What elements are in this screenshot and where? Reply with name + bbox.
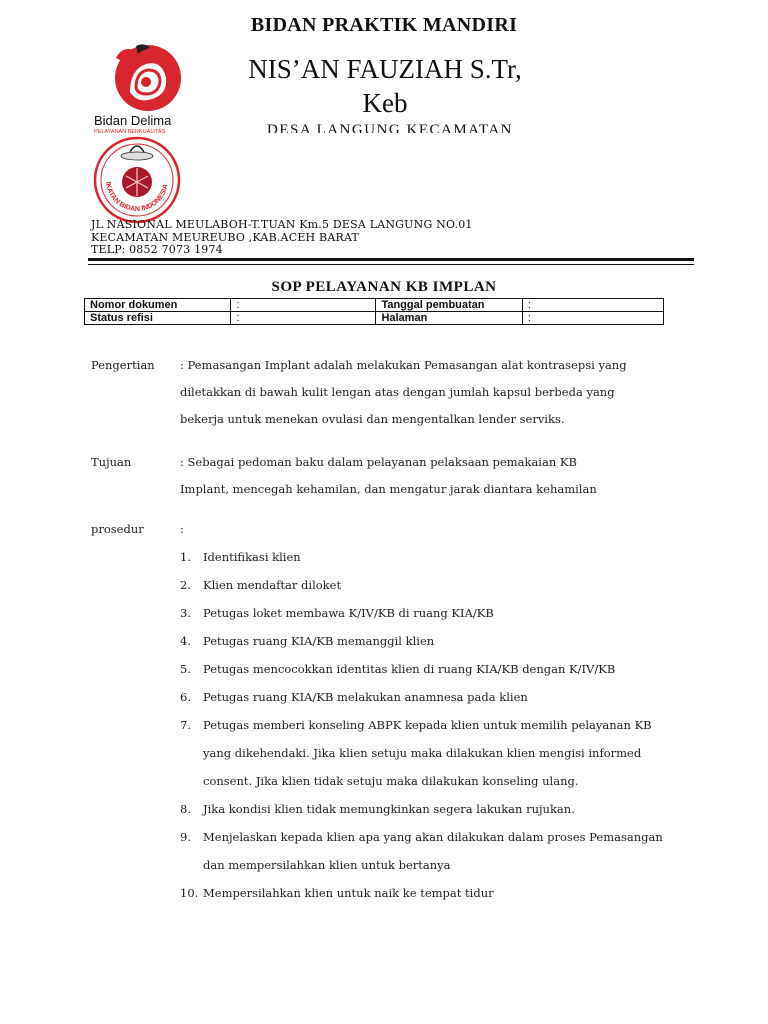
list-item [180,599,680,627]
step-text: consent. Jika klien tidak setuju maka dilakukan konseling ulang. [203,774,579,788]
tujuan-line: : Sebagai pedoman baku dalam pelayanan pelaksaan pemakaian KB [180,455,577,469]
step-number: 4. [180,634,191,648]
step-text: yang dikehendaki. Jika klien setuju maka dilakukan klien mengisi informed [203,746,642,760]
prosedur-colon: : [180,522,184,536]
list-item [180,711,680,739]
address-line-3: TELP: 0852 7073 1974 [91,243,223,256]
prosedur-label: prosedur [91,522,144,536]
list-item [180,627,680,655]
owner-name-line2: Keb [362,88,408,118]
document-meta-table [84,298,664,325]
pengertian-line: : Pemasangan Implant adalah melakukan Pemasangan alat kontrasepsi yang [180,358,627,372]
meta-value: : [231,312,376,325]
step-text: Mempersilahkan klien untuk naik ke tempat tidur [203,886,494,900]
meta-value: : [522,312,663,325]
pengertian-label: Pengertian [91,358,155,372]
step-number [180,739,203,767]
table-row [85,299,664,312]
clinic-address [91,219,473,257]
step-number: 1. [180,550,191,564]
tujuan-text [180,449,680,503]
step-number: 8. [180,802,191,816]
tujuan-line: Implant, mencegah kehamilan, dan mengatur jarak diantara kehamilan [180,482,597,496]
owner-name-line1: NIS’AN FAUZIAH S.Tr, [248,54,522,84]
ikatan-bidan-indonesia-logo [92,136,182,224]
step-text: Petugas loket membawa K/IV/KB di ruang KIA/KB [203,606,494,620]
clinic-title: BIDAN PRAKTIK MANDIRI [250,14,518,36]
list-item [180,795,680,823]
pengertian-line: bekerja untuk menekan ovulasi dan mengentalkan lender serviks. [180,412,565,426]
pengertian-line: diletakkan di bawah kulit lengan atas dengan jumlah kapsul berbeda yang [180,385,615,399]
meta-key: Halaman [376,312,522,325]
step-number [180,767,203,795]
tujuan-label: Tujuan [91,455,132,469]
step-text: Klien mendaftar diloket [203,578,342,592]
step-number: 9. [180,830,191,844]
list-item [180,655,680,683]
meta-key: Tanggal pembuatan [376,299,522,312]
pengertian-text [180,352,680,433]
list-item [180,571,680,599]
meta-value: : [231,299,376,312]
logo2-text: IKATAN BIDAN INDONESIA [104,181,170,214]
list-item [180,767,680,795]
meta-key: Nomor dokumen [85,299,231,312]
address-line-2: KECAMATAN MEUREUBO ,KAB.ACEH BARAT [91,230,360,244]
step-text: Petugas memberi konseling ABPK kepada klien untuk memilih pelayanan KB [203,718,652,732]
meta-key: Status refisi [85,312,231,325]
meta-value: : [522,299,663,312]
step-text: Petugas mencocokkan identitas klien di ruang KIA/KB dengan K/IV/KB [203,662,616,676]
step-number: 6. [180,690,191,704]
step-text: Menjelaskan kepada klien apa yang akan dilakukan dalam proses Pemasangan [203,830,663,844]
desa-line-clipped [180,123,600,133]
prosedur-steps-list [180,543,680,907]
step-text: dan mempersilahkan klien untuk bertanya [203,858,451,872]
address-line-1: JL NASIONAL MEULABOH-T.TUAN Km.5 DESA LANGUNG NO.01 [91,218,473,231]
list-item [180,851,680,879]
step-number: 5. [180,662,191,676]
logo1-subtext: PELAYANAN BERKUALITAS [94,129,166,135]
step-text: Petugas ruang KIA/KB memanggil klien [203,634,435,648]
list-item [180,683,680,711]
table-row [85,312,664,325]
step-text: Identifikasi klien [203,550,301,564]
step-number: 10. [180,886,199,900]
header-divider-thick [88,258,694,261]
logo1-text: Bidan Delima [94,113,172,128]
step-number: 3. [180,606,191,620]
sop-title: SOP PELAYANAN KB IMPLAN [271,279,497,295]
step-number [180,851,203,879]
step-number: 7. [180,718,191,732]
list-item [180,739,680,767]
clinic-owner-name [175,52,595,120]
list-item [180,543,680,571]
list-item [180,879,680,907]
step-text: Petugas ruang KIA/KB melakukan anamnesa pada klien [203,690,528,704]
step-number: 2. [180,578,191,592]
header-divider-thin [88,264,694,265]
step-text: Jika kondisi klien tidak memungkinkan segera lakukan rujukan. [203,802,575,816]
list-item [180,823,680,851]
desa-text: DESA LANGUNG KECAMATAN [267,123,513,133]
